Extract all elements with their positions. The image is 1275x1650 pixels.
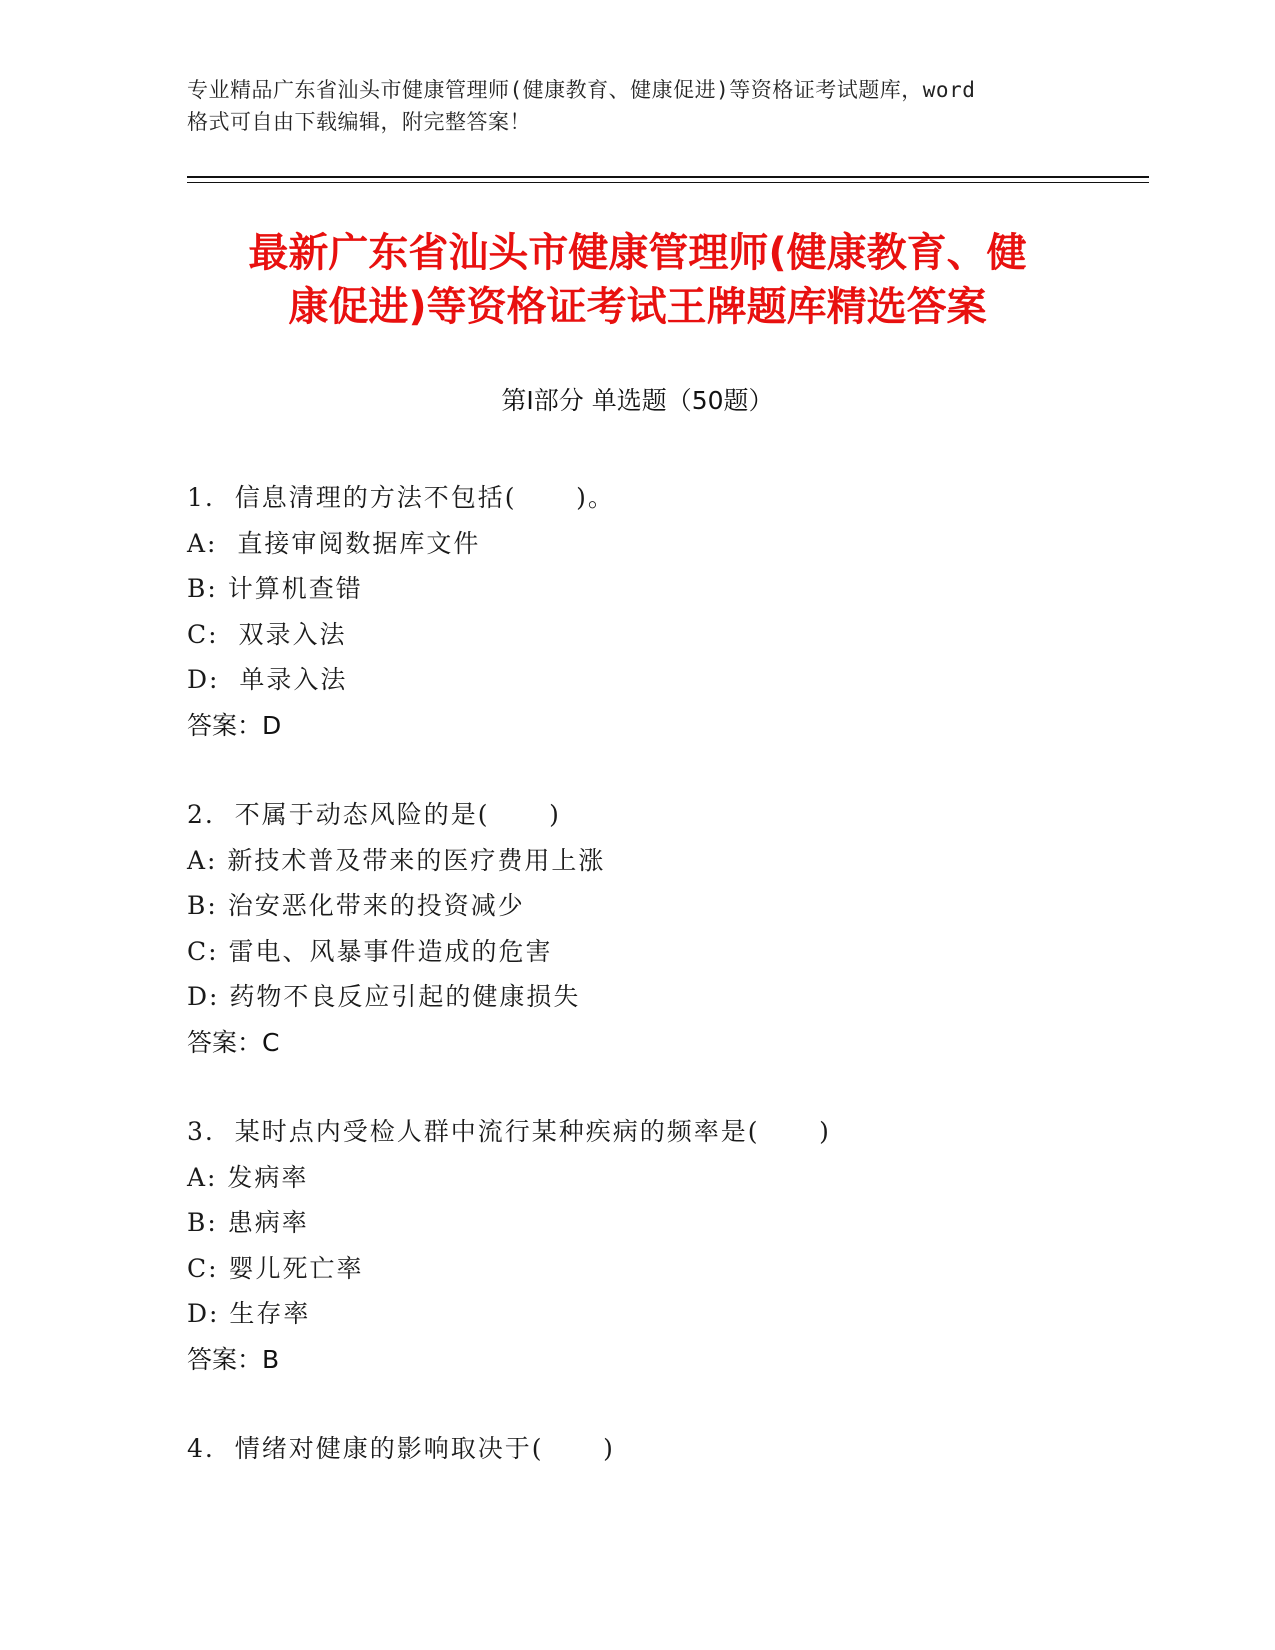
- header-note: [187, 74, 1087, 138]
- question-1: [187, 475, 1137, 748]
- option-a: A: 发病率: [187, 1162, 309, 1192]
- option-b: B: 患病率: [187, 1208, 309, 1237]
- header-note-line-2: 格式可自由下载编辑，附完整答案！: [187, 110, 531, 134]
- document-title: [160, 226, 1115, 334]
- answer: 答案：D: [187, 710, 282, 740]
- header-note-line-1: 专业精品广东省汕头市健康管理师(健康教育、健康促进)等资格证考试题库，word: [187, 78, 976, 102]
- option-b: B: 计算机查错: [187, 574, 363, 603]
- option-b: B: 治安恶化带来的投资减少: [187, 891, 525, 920]
- answer: 答案：C: [187, 1027, 280, 1057]
- option-d: D: 生存率: [187, 1299, 311, 1328]
- option-c: C: 双录入法: [187, 619, 347, 649]
- question-list: [187, 475, 1137, 1516]
- document-title-line-1: 最新广东省汕头市健康管理师(健康教育、健: [248, 230, 1027, 276]
- answer: 答案：B: [187, 1344, 280, 1374]
- section-title: 第Ⅰ部分 单选题（50题）: [501, 386, 774, 415]
- option-c: C: 婴儿死亡率: [187, 1253, 364, 1283]
- question-stem: 2. 不属于动态风险的是( ): [187, 800, 561, 829]
- option-a: A: 直接审阅数据库文件: [187, 528, 481, 558]
- option-d: D: 单录入法: [187, 665, 348, 694]
- header-divider-thin: [187, 182, 1149, 183]
- question-stem: 1. 信息清理的方法不包括( )。: [187, 483, 615, 512]
- option-c: C: 雷电、风暴事件造成的危害: [187, 936, 553, 966]
- question-2: [187, 792, 1137, 1065]
- option-a: A: 新技术普及带来的医疗费用上涨: [187, 845, 606, 875]
- option-d: D: 药物不良反应引起的健康损失: [187, 982, 581, 1011]
- question-stem: 4. 情绪对健康的影响取决于( ): [187, 1434, 615, 1463]
- question-4: [187, 1426, 1137, 1472]
- question-3: [187, 1109, 1137, 1382]
- question-stem: 3. 某时点内受检人群中流行某种疾病的频率是( ): [187, 1117, 831, 1146]
- document-title-line-2: 康促进)等资格证考试王牌题库精选答案: [288, 284, 987, 330]
- header-divider-thick: [187, 176, 1149, 178]
